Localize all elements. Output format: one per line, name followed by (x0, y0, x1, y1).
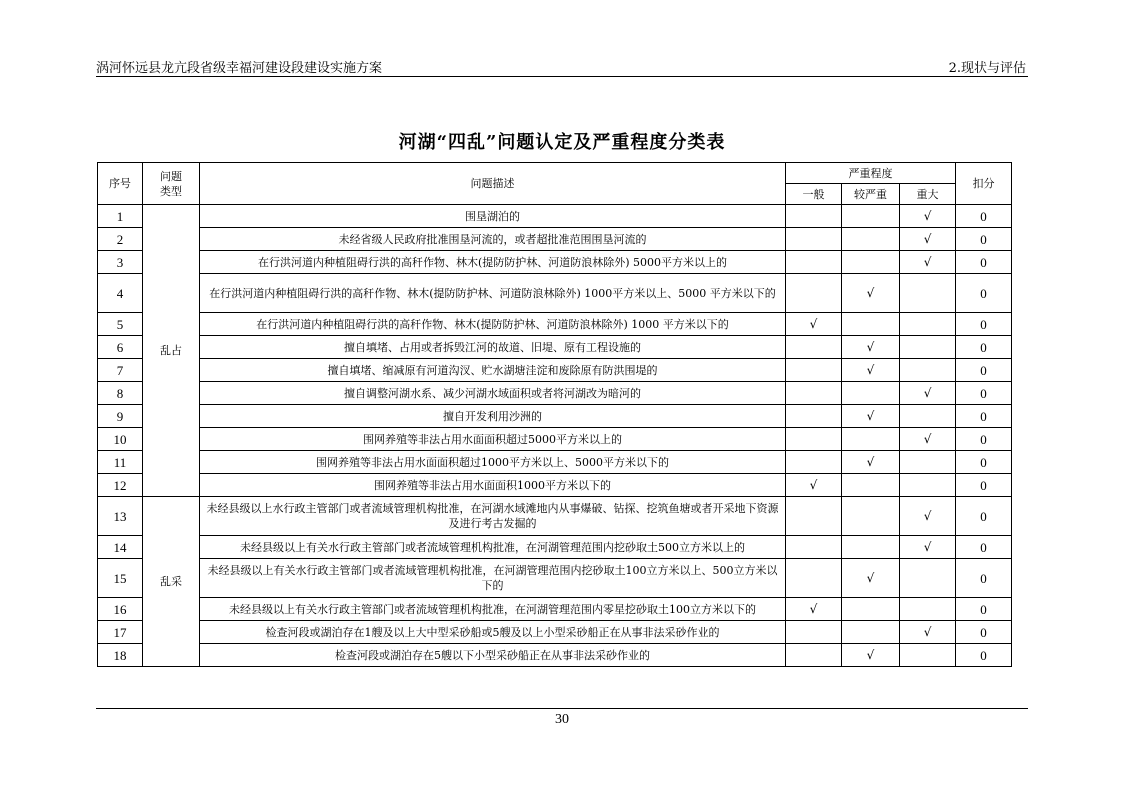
row-description: 围垦湖泊的 (200, 205, 786, 228)
row-description: 擅自填堵、占用或者拆毁江河的故道、旧堤、原有工程设施的 (200, 336, 786, 359)
row-description: 围网养殖等非法占用水面面积超过1000平方米以上、5000平方米以下的 (200, 451, 786, 474)
row-score: 0 (956, 313, 1012, 336)
row-number: 4 (98, 274, 143, 313)
row-number: 10 (98, 428, 143, 451)
check-major (900, 274, 956, 313)
row-number: 16 (98, 598, 143, 621)
check-serious: √ (842, 451, 900, 474)
row-number: 17 (98, 621, 143, 644)
row-score: 0 (956, 359, 1012, 382)
table-row (98, 474, 1012, 497)
check-serious: √ (842, 274, 900, 313)
check-general (786, 251, 842, 274)
table-row (98, 451, 1012, 474)
check-serious: √ (842, 336, 900, 359)
table-row (98, 359, 1012, 382)
table-row (98, 497, 1012, 536)
check-major: √ (900, 251, 956, 274)
row-description: 擅自开发利用沙洲的 (200, 405, 786, 428)
check-serious (842, 313, 900, 336)
row-score: 0 (956, 474, 1012, 497)
row-description: 未经省级人民政府批准围垦河流的，或者超批准范围围垦河流的 (200, 228, 786, 251)
check-general: √ (786, 313, 842, 336)
row-description: 在行洪河道内种植阻碍行洪的高秆作物、林木(提防防护林、河道防浪林除外) 1000平方米以上、5000 平方米以下的 (200, 274, 786, 313)
check-general (786, 274, 842, 313)
row-score: 0 (956, 536, 1012, 559)
row-description: 围网养殖等非法占用水面面积1000平方米以下的 (200, 474, 786, 497)
check-serious (842, 228, 900, 251)
check-general (786, 497, 842, 536)
classification-table (97, 162, 1012, 667)
table-row (98, 228, 1012, 251)
row-description: 未经县级以上有关水行政主管部门或者流域管理机构批准，在河湖管理范围内挖砂取土500立方米以上的 (200, 536, 786, 559)
check-general (786, 205, 842, 228)
table-row (98, 644, 1012, 667)
check-general (786, 644, 842, 667)
row-score: 0 (956, 405, 1012, 428)
check-general (786, 428, 842, 451)
row-score: 0 (956, 274, 1012, 313)
check-general (786, 228, 842, 251)
row-description: 擅自填堵、缩减原有河道沟汊、贮水湖塘洼淀和废除原有防洪围堤的 (200, 359, 786, 382)
check-general: √ (786, 474, 842, 497)
row-score: 0 (956, 382, 1012, 405)
check-serious: √ (842, 644, 900, 667)
row-description: 未经县级以上有关水行政主管部门或者流域管理机构批准，在河湖管理范围内挖砂取土100立方米以上、500立方米以下的 (200, 559, 786, 598)
group-label-luanzhan: 乱占 (143, 205, 200, 497)
row-score: 0 (956, 497, 1012, 536)
row-score: 0 (956, 336, 1012, 359)
check-general (786, 559, 842, 598)
row-score: 0 (956, 598, 1012, 621)
check-general (786, 451, 842, 474)
table-row (98, 598, 1012, 621)
col-header-severity: 严重程度 (786, 163, 956, 184)
check-serious (842, 251, 900, 274)
check-major: √ (900, 536, 956, 559)
row-score: 0 (956, 228, 1012, 251)
row-number: 5 (98, 313, 143, 336)
row-number: 9 (98, 405, 143, 428)
row-description: 在行洪河道内种植阻碍行洪的高秆作物、林木(提防防护林、河道防浪林除外) 1000 平方米以下的 (200, 313, 786, 336)
row-description: 擅自调整河湖水系、减少河湖水域面积或者将河湖改为暗河的 (200, 382, 786, 405)
col-header-deduct: 扣分 (956, 163, 1012, 205)
row-number: 8 (98, 382, 143, 405)
row-description: 在行洪河道内种植阻碍行洪的高秆作物、林木(提防防护林、河道防浪林除外) 5000平方米以上的 (200, 251, 786, 274)
row-number: 12 (98, 474, 143, 497)
row-number: 18 (98, 644, 143, 667)
check-serious: √ (842, 359, 900, 382)
table-row (98, 205, 1012, 228)
row-description: 围网养殖等非法占用水面面积超过5000平方米以上的 (200, 428, 786, 451)
check-major: √ (900, 228, 956, 251)
check-major (900, 644, 956, 667)
col-header-desc: 问题描述 (200, 163, 786, 205)
table-row (98, 559, 1012, 598)
col-header-type (143, 163, 200, 205)
check-major (900, 405, 956, 428)
check-serious (842, 382, 900, 405)
row-score: 0 (956, 205, 1012, 228)
row-number: 3 (98, 251, 143, 274)
row-number: 13 (98, 497, 143, 536)
table-row (98, 336, 1012, 359)
row-description: 未经县级以上水行政主管部门或者流域管理机构批准，在河湖水域滩地内从事爆破、钻探、挖筑鱼塘或者开采地下资源及进行考古发掘的 (200, 497, 786, 536)
row-number: 1 (98, 205, 143, 228)
check-general (786, 359, 842, 382)
table-row (98, 405, 1012, 428)
row-description: 检查河段或湖泊存在5艘以下小型采砂船正在从事非法采砂作业的 (200, 644, 786, 667)
check-major (900, 451, 956, 474)
row-number: 11 (98, 451, 143, 474)
col-header-serious: 较严重 (842, 184, 900, 205)
check-major (900, 598, 956, 621)
row-description: 未经县级以上有关水行政主管部门或者流域管理机构批准，在河湖管理范围内零星挖砂取土100立方米以下的 (200, 598, 786, 621)
table-row (98, 428, 1012, 451)
col-header-major: 重大 (900, 184, 956, 205)
check-general (786, 536, 842, 559)
row-number: 14 (98, 536, 143, 559)
row-number: 6 (98, 336, 143, 359)
header-divider (96, 76, 1028, 77)
check-general: √ (786, 598, 842, 621)
col-header-type-line2: 类型 (160, 184, 182, 198)
row-score: 0 (956, 644, 1012, 667)
check-serious (842, 474, 900, 497)
row-score: 0 (956, 621, 1012, 644)
header-section-title: 2.现状与评估 (948, 61, 1026, 76)
check-major: √ (900, 497, 956, 536)
row-description: 检查河段或湖泊存在1艘及以上大中型采砂船或5艘及以上小型采砂船正在从事非法采砂作业的 (200, 621, 786, 644)
check-general (786, 382, 842, 405)
check-serious (842, 205, 900, 228)
check-major (900, 336, 956, 359)
table-row (98, 382, 1012, 405)
check-major (900, 559, 956, 598)
check-serious (842, 598, 900, 621)
footer-divider (96, 708, 1028, 709)
check-serious (842, 621, 900, 644)
check-major (900, 474, 956, 497)
table-title: 河湖“四乱”问题认定及严重程度分类表 (398, 132, 726, 153)
check-major: √ (900, 621, 956, 644)
col-header-general: 一般 (786, 184, 842, 205)
check-major (900, 313, 956, 336)
check-major: √ (900, 205, 956, 228)
header-document-title: 涡河怀远县龙亢段省级幸福河建设段建设实施方案 (96, 61, 383, 76)
group-label-luancai: 乱采 (143, 497, 200, 667)
check-major (900, 359, 956, 382)
check-serious (842, 536, 900, 559)
check-general (786, 621, 842, 644)
check-major: √ (900, 382, 956, 405)
row-number: 7 (98, 359, 143, 382)
table-row (98, 274, 1012, 313)
row-number: 15 (98, 559, 143, 598)
check-serious (842, 428, 900, 451)
row-score: 0 (956, 559, 1012, 598)
check-serious (842, 497, 900, 536)
col-header-type-line1: 问题 (160, 169, 182, 183)
row-score: 0 (956, 251, 1012, 274)
row-score: 0 (956, 428, 1012, 451)
table-row (98, 621, 1012, 644)
table-row (98, 251, 1012, 274)
check-major: √ (900, 428, 956, 451)
check-general (786, 336, 842, 359)
table-row (98, 536, 1012, 559)
check-general (786, 405, 842, 428)
row-number: 2 (98, 228, 143, 251)
check-serious: √ (842, 405, 900, 428)
row-score: 0 (956, 451, 1012, 474)
col-header-seq: 序号 (98, 163, 143, 205)
table-row (98, 313, 1012, 336)
page-number: 30 (555, 712, 569, 727)
check-serious: √ (842, 559, 900, 598)
